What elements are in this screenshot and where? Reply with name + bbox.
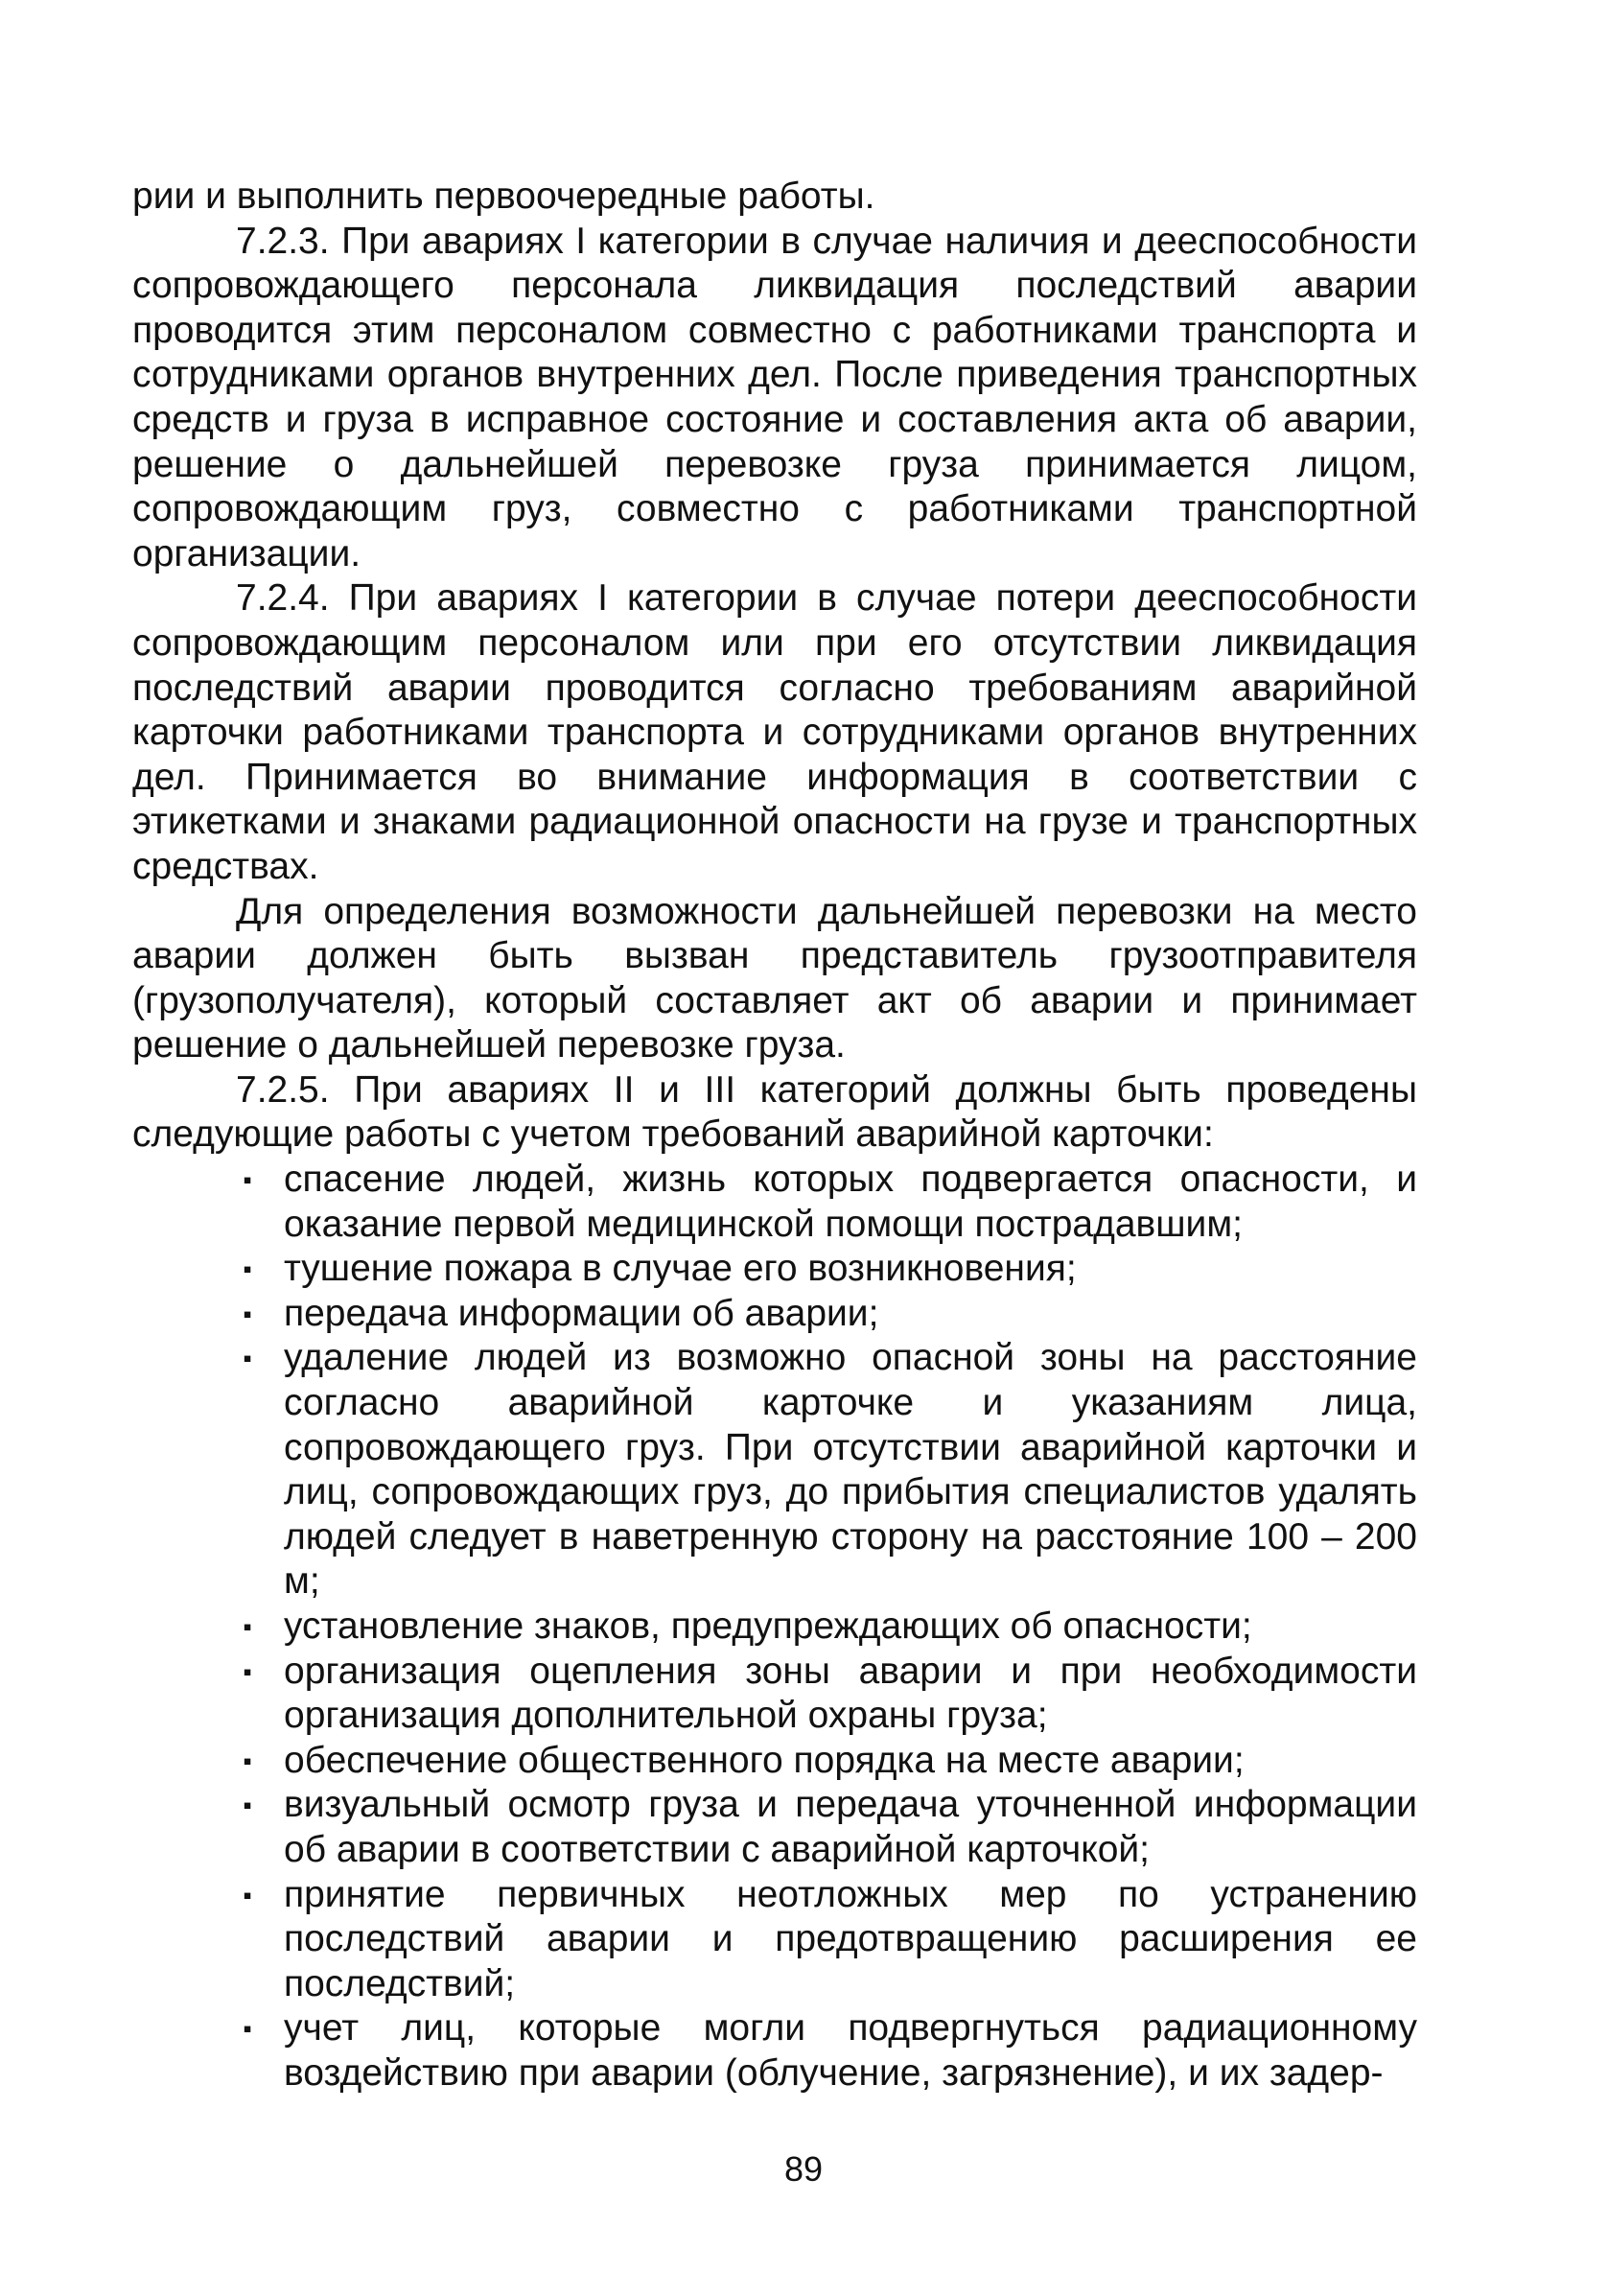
list-item xyxy=(132,2006,1417,2096)
list-item xyxy=(132,1247,1417,1292)
bullet-icon: ▪ xyxy=(243,1299,252,1328)
list-item-text: спасение людей, жизнь которых подвергается опасности, и оказание первой медицинской помощи пострадавшим; xyxy=(284,1159,1417,1245)
paragraph-7-2-5: 7.2.5. При авариях II и III категорий должны быть проведены следующие работы с учетом требований аварийной карточки: xyxy=(132,1068,1417,1156)
list-item-text: организация оцепления зоны аварии и при необходимости организация дополнительной охраны груза; xyxy=(284,1650,1417,1737)
bullet-icon: ▪ xyxy=(243,1612,252,1641)
bullet-icon: ▪ xyxy=(243,1165,252,1195)
bullet-icon: ▪ xyxy=(243,1745,252,1775)
bullet-icon: ▪ xyxy=(243,1656,252,1686)
list-item xyxy=(132,1873,1417,2007)
list-item xyxy=(132,1158,1417,1247)
list-item xyxy=(132,1292,1417,1337)
list-item-text: учет лиц, которые могли подвергнуться радиационному воздействию при аварии (облучение, загрязнение), и их задер- xyxy=(284,2007,1417,2094)
paragraph-7-2-3: 7.2.3. При авариях I категории в случае наличия и дееспособности сопровождающего персонала ликвидация последствий аварии проводится этим персоналом совместно с работниками транспорта и сотрудниками органов внутренних дел. После приведения транспортных средств и груза в исправное состояние и составления акта об аварии, решение о дальнейшей перевозке груза принимается лицом, сопровождающим груз, совместно с работниками транспортной организации. xyxy=(132,220,1417,574)
body-text xyxy=(132,175,1417,2097)
list-item-text: принятие первичных неотложных мер по устранению последствий аварии и предотвращению расширения ее последствий; xyxy=(284,1873,1417,2004)
paragraph-continuation: рии и выполнить первоочередные работы. xyxy=(132,176,875,217)
list-item-text: передача информации об аварии; xyxy=(284,1292,879,1334)
list-item xyxy=(132,1783,1417,1872)
bullet-icon: ▪ xyxy=(243,1344,252,1373)
list-item-text: тушение пожара в случае его возникновения; xyxy=(284,1248,1077,1290)
list-item-text: обеспечение общественного порядка на месте аварии; xyxy=(284,1739,1245,1781)
work-list xyxy=(132,1158,1417,2096)
bullet-icon: ▪ xyxy=(243,2014,252,2044)
list-item-text: удаление людей из возможно опасной зоны на расстояние согласно аварийной карточке и указаниям лица, сопровождающего груз. При отсутствии аварийной карточки и лиц, сопровождающих груз, до прибытия специалистов удалять людей следует в наветренную сторону на расстояние 100 – 200 м; xyxy=(284,1337,1417,1603)
list-item xyxy=(132,1650,1417,1739)
paragraph-7-2-4: 7.2.4. При авариях I категории в случае потери дееспособности сопровождающим персоналом или при его отсутствии ликвидация последствий аварии проводится согласно требованиям аварийной карточки работниками транспорта и сотрудниками органов внутренних дел. Принимается во внимание информация в соответствии с этикетками и знаками радиационной опасности на грузе и транспортных средствах. xyxy=(132,577,1417,887)
bullet-icon: ▪ xyxy=(243,1254,252,1284)
list-item xyxy=(132,1739,1417,1784)
bullet-icon: ▪ xyxy=(243,1880,252,1909)
list-item-text: визуальный осмотр груза и передача уточненной информации об аварии в соответствии с аварийной карточкой; xyxy=(284,1784,1417,1870)
list-item xyxy=(132,1336,1417,1605)
paragraph-shipper-representative: Для определения возможности дальнейшей перевозки на место аварии должен быть вызван представитель грузоотправителя (грузополучателя), который составляет акт об аварии и принимает решение о дальнейшей перевозке груза. xyxy=(132,890,1417,1066)
bullet-icon: ▪ xyxy=(243,1791,252,1820)
list-item xyxy=(132,1605,1417,1650)
list-item-text: установление знаков, предупреждающих об опасности; xyxy=(284,1605,1252,1647)
page-number: 89 xyxy=(783,2149,824,2189)
